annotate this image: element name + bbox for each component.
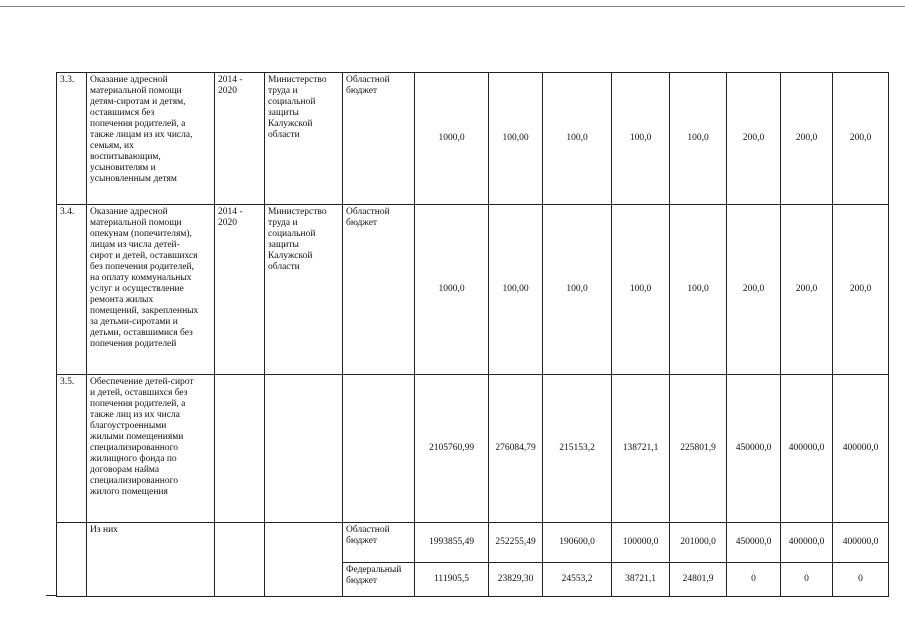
value-cell: 1993855,49 <box>415 523 489 563</box>
value-cell: 0 <box>833 563 889 597</box>
funding-source <box>343 375 415 523</box>
value-cell: 201000,0 <box>670 523 727 563</box>
budget-table <box>56 72 889 597</box>
measure-name: Оказание адресной материальной помощи опекунам (попечителям), лицам из числа детей- сирот и детей, оставшихся без попечения родителей, на оплату коммунальных услуг и осуществление ремонта жилых помещений, закрепленных за детьми-сиротами и детьми, оставшимися без попечения родителей <box>87 205 215 375</box>
value-cell: 225801,9 <box>670 375 727 523</box>
value-cell: 100,00 <box>489 73 543 205</box>
value-cell: 100,0 <box>543 205 612 375</box>
value-cell: 0 <box>727 563 781 597</box>
value-cell: 38721,1 <box>612 563 670 597</box>
value-cell: 200,0 <box>781 205 833 375</box>
table-row <box>57 205 889 375</box>
value-cell: 200,0 <box>727 205 781 375</box>
executor <box>265 375 343 523</box>
row-index: 3.4. <box>57 205 87 375</box>
value-cell: 400000,0 <box>781 375 833 523</box>
measure-name: Обеспечение детей-сирот и детей, оставшихся без попечения родителей, а также лиц из их числа благоустроенными жилыми помещениями специализированного жилищного фонда по договорам найма специализированного жилого помещения <box>87 375 215 523</box>
value-cell: 100,0 <box>670 73 727 205</box>
value-cell: 190600,0 <box>543 523 612 563</box>
period <box>215 523 265 597</box>
period <box>215 375 265 523</box>
value-cell: 23829,30 <box>489 563 543 597</box>
period: 2014 - 2020 <box>215 205 265 375</box>
table-row <box>57 523 889 563</box>
value-cell: 1000,0 <box>415 205 489 375</box>
value-cell: 215153,2 <box>543 375 612 523</box>
funding-source: Областной бюджет <box>343 73 415 205</box>
value-cell: 0 <box>781 563 833 597</box>
value-cell: 200,0 <box>727 73 781 205</box>
funding-source: Областной бюджет <box>343 523 415 563</box>
value-cell: 100,0 <box>670 205 727 375</box>
period: 2014 - 2020 <box>215 73 265 205</box>
value-cell: 24801,9 <box>670 563 727 597</box>
value-cell: 400000,0 <box>781 523 833 563</box>
scan-edge-line <box>0 6 905 7</box>
value-cell: 24553,2 <box>543 563 612 597</box>
value-cell: 100,0 <box>612 73 670 205</box>
value-cell: 200,0 <box>833 205 889 375</box>
value-cell: 400000,0 <box>833 523 889 563</box>
subrows-label: Из них <box>87 523 215 597</box>
row-index: 3.5. <box>57 375 87 523</box>
value-cell: 200,0 <box>833 73 889 205</box>
executor: Министерство труда и социальной защиты Калужской области <box>265 205 343 375</box>
executor: Министерство труда и социальной защиты Калужской области <box>265 73 343 205</box>
value-cell: 100,0 <box>543 73 612 205</box>
row-index: 3.3. <box>57 73 87 205</box>
value-cell: 100000,0 <box>612 523 670 563</box>
value-cell: 100,0 <box>612 205 670 375</box>
table-row <box>57 375 889 523</box>
measure-name: Оказание адресной материальной помощи детям-сиротам и детям, оставшимся без попечения родителей, а также лицам из их числа, семьям, их воспитывающим, усыновителям и усыновленным детям <box>87 73 215 205</box>
executor <box>265 523 343 597</box>
funding-source: Областной бюджет <box>343 205 415 375</box>
value-cell: 200,0 <box>781 73 833 205</box>
value-cell: 450000,0 <box>727 523 781 563</box>
value-cell: 100,00 <box>489 205 543 375</box>
value-cell: 1000,0 <box>415 73 489 205</box>
value-cell: 111905,5 <box>415 563 489 597</box>
value-cell: 252255,49 <box>489 523 543 563</box>
value-cell: 138721,1 <box>612 375 670 523</box>
table-left-tick <box>46 595 56 596</box>
value-cell: 400000,0 <box>833 375 889 523</box>
row-index <box>57 523 87 597</box>
value-cell: 2105760,99 <box>415 375 489 523</box>
table-row <box>57 73 889 205</box>
value-cell: 450000,0 <box>727 375 781 523</box>
funding-source: Федеральный бюджет <box>343 563 415 597</box>
value-cell: 276084,79 <box>489 375 543 523</box>
